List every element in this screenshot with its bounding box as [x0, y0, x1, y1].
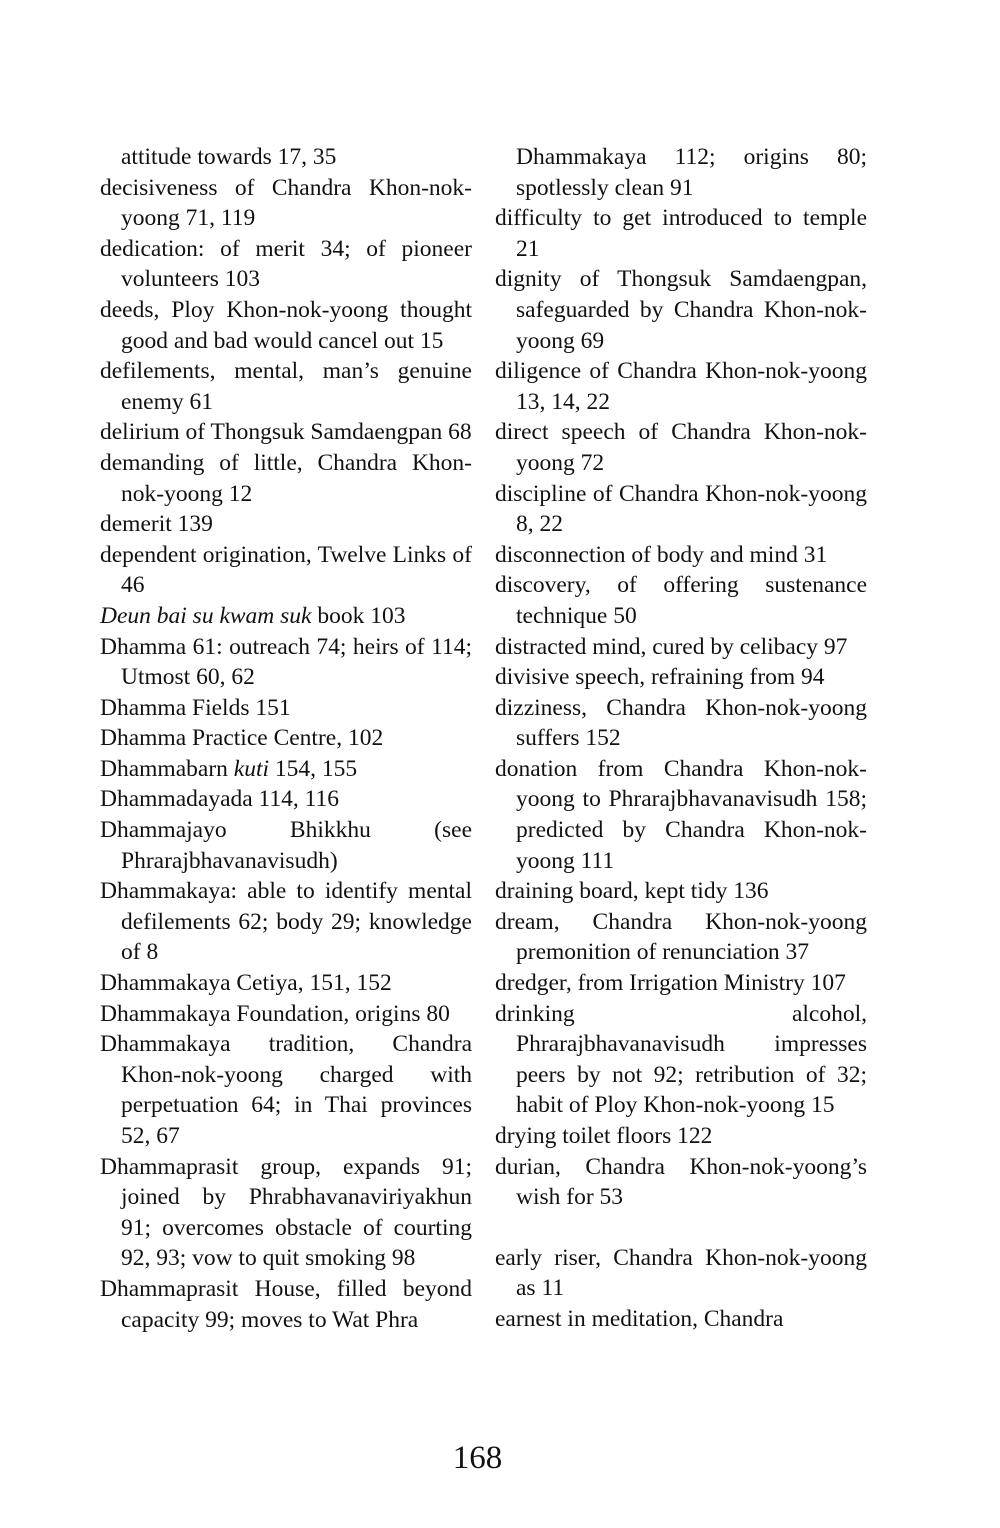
index-entry-italic-term: kuti	[233, 755, 270, 782]
index-entry	[495, 570, 867, 631]
index-entry-text: difficulty to get introduced to temple 21	[495, 205, 867, 262]
index-entry-text: drinking alcohol, Phrarajbhavanavisudh impresses peers by not 92; retribution of 32; habit of Ploy Khon-nok-yoong 15	[495, 1000, 867, 1119]
index-entry-text: durian, Chandra Khon-nok-yoong’s wish for 53	[495, 1153, 867, 1211]
index-entry-text: Dhammajayo Bhikkhu (see Phrarajbhavanavisudh)	[100, 817, 472, 874]
index-entry	[100, 1152, 472, 1274]
index-entry	[100, 815, 472, 876]
index-entry-text: draining board, kept tidy 136	[495, 878, 769, 905]
index-entry	[100, 1274, 472, 1335]
index-entry-text: Dhammakaya tradition, Chandra Khon-nok-yoong charged with perpetuation 64; in Thai provinces 52, 67	[100, 1031, 472, 1149]
index-entry	[100, 693, 472, 724]
index-entry-text: Dhammaprasit House, filled beyond capacity 99; moves to Wat Phra	[100, 1275, 472, 1333]
index-entry-text: Dhammakaya Cetiya, 151, 152	[100, 970, 392, 997]
index-entry-text: defilements, mental, man’s genuine enemy 61	[100, 358, 472, 415]
index-entry	[100, 448, 472, 509]
index-entry-text: disconnection of body and mind 31	[495, 541, 828, 568]
index-entry	[495, 662, 867, 693]
index-column-right	[495, 142, 867, 1335]
index-entry	[495, 1152, 867, 1213]
index-entry	[495, 142, 867, 203]
index-entry-text: Dhammakaya Foundation, origins 80	[100, 1000, 450, 1027]
index-entry-text: Dhammaprasit group, expands 91; joined by Phrabhavanaviriyakhun 91; overcomes obstacle of courting 92, 93; vow to quit smoking 98	[100, 1153, 472, 1272]
index-entry	[495, 693, 867, 754]
index-entry	[495, 356, 867, 417]
index-entry-text: Dhammakaya 112; origins 80; spotlessly clean 91	[516, 144, 867, 201]
index-entry	[100, 173, 472, 234]
index-entry	[100, 632, 472, 693]
index-entry-text: dependent origination, Twelve Links of 46	[100, 541, 472, 599]
index-entry	[100, 234, 472, 295]
index-entry-text: dignity of Thongsuk Samdaengpan, safeguarded by Chandra Khon-nok-yoong 69	[495, 266, 867, 354]
index-entry	[100, 723, 472, 754]
index-entry-text: drying toilet floors 122	[495, 1123, 713, 1149]
index-entry-text: Dhamma 61: outreach 74; heirs of 114; Utmost 60, 62	[100, 633, 472, 691]
index-entry	[495, 907, 867, 968]
index-entry	[495, 1304, 867, 1335]
index-entry-text: diligence of Chandra Khon-nok-yoong 13, 14, 22	[495, 358, 867, 415]
index-entry	[495, 968, 867, 999]
index-entry-text: divisive speech, refraining from 94	[495, 664, 825, 691]
index-entry-text: dredger, from Irrigation Ministry 107	[495, 970, 846, 997]
index-entry	[495, 999, 867, 1121]
index-entry-text: dream, Chandra Khon-nok-yoong premonition of renunciation 37	[495, 908, 867, 966]
index-entry-text: earnest in meditation, Chandra	[495, 1305, 784, 1332]
index-entry	[100, 142, 472, 173]
index-entry-text: distracted mind, cured by celibacy 97	[495, 633, 848, 660]
index-entry	[495, 264, 867, 356]
index-entry-text: discipline of Chandra Khon-nok-yoong 8, 22	[495, 480, 867, 538]
index-entry	[100, 417, 472, 448]
index-entry	[495, 479, 867, 540]
index-entry	[495, 1243, 867, 1304]
index-entry-text: book 103	[311, 602, 406, 629]
index-entry	[100, 968, 472, 999]
index-entry	[100, 876, 472, 968]
index-entry-text: Dhamma Fields 151	[100, 694, 291, 721]
index-entry	[100, 601, 472, 632]
index-entry	[100, 999, 472, 1030]
index-entry-text: dizziness, Chandra Khon-nok-yoong suffers 152	[495, 694, 867, 752]
index-entry-text: donation from Chandra Khon-nok-yoong to Phrarajbhavanavisudh 158; predicted by Chandra Khon-nok-yoong 111	[495, 755, 867, 874]
index-entry-text: direct speech of Chandra Khon-nok-yoong 72	[495, 419, 867, 476]
index-entry-text: Dhammabarn	[100, 755, 234, 782]
index-entry-text: discovery, of offering sustenance technique 50	[495, 572, 867, 629]
index-entry-text: 154, 155	[269, 755, 358, 782]
index-entry-text: decisiveness of Chandra Khon-nok-yoong 71, 119	[100, 174, 472, 232]
index-column-left	[100, 142, 472, 1335]
index-entry	[495, 203, 867, 264]
index-entry-text: Dhammakaya: able to identify mental defilements 62; body 29; knowledge of 8	[100, 878, 472, 966]
index-entry	[100, 295, 472, 356]
index-entry-text: early riser, Chandra Khon-nok-yoong as 11	[495, 1244, 867, 1302]
index-entry	[495, 540, 867, 571]
index-entry	[100, 509, 472, 540]
index-entry	[495, 754, 867, 876]
index-entry-text: Dhamma Practice Centre, 102	[100, 725, 384, 752]
index-entry	[495, 876, 867, 907]
index-entry	[495, 417, 867, 478]
index-entry	[100, 356, 472, 417]
index-entry-text: demanding of little, Chandra Khon-nok-yoong 12	[100, 449, 472, 507]
index-entry-text: dedication: of merit 34; of pioneer volunteers 103	[100, 235, 472, 293]
index-entry-text: deeds, Ploy Khon-nok-yoong thought good and bad would cancel out 15	[100, 296, 472, 354]
index-entry	[100, 784, 472, 815]
index-entry-text: demerit 139	[100, 511, 213, 538]
index-entry	[495, 632, 867, 663]
index-entry-text: Dhammadayada 114, 116	[100, 786, 340, 813]
index-entry-text: attitude towards 17, 35	[121, 144, 337, 170]
index-entry	[100, 754, 472, 785]
index-entry	[100, 540, 472, 601]
index-entry-text: delirium of Thongsuk Samdaengpan 68	[100, 419, 472, 446]
index-entry	[495, 1121, 867, 1152]
index-entry-italic-title: Deun bai su kwam suk	[100, 602, 312, 629]
index-entry	[100, 1029, 472, 1151]
page-number: 168	[452, 1440, 503, 1476]
